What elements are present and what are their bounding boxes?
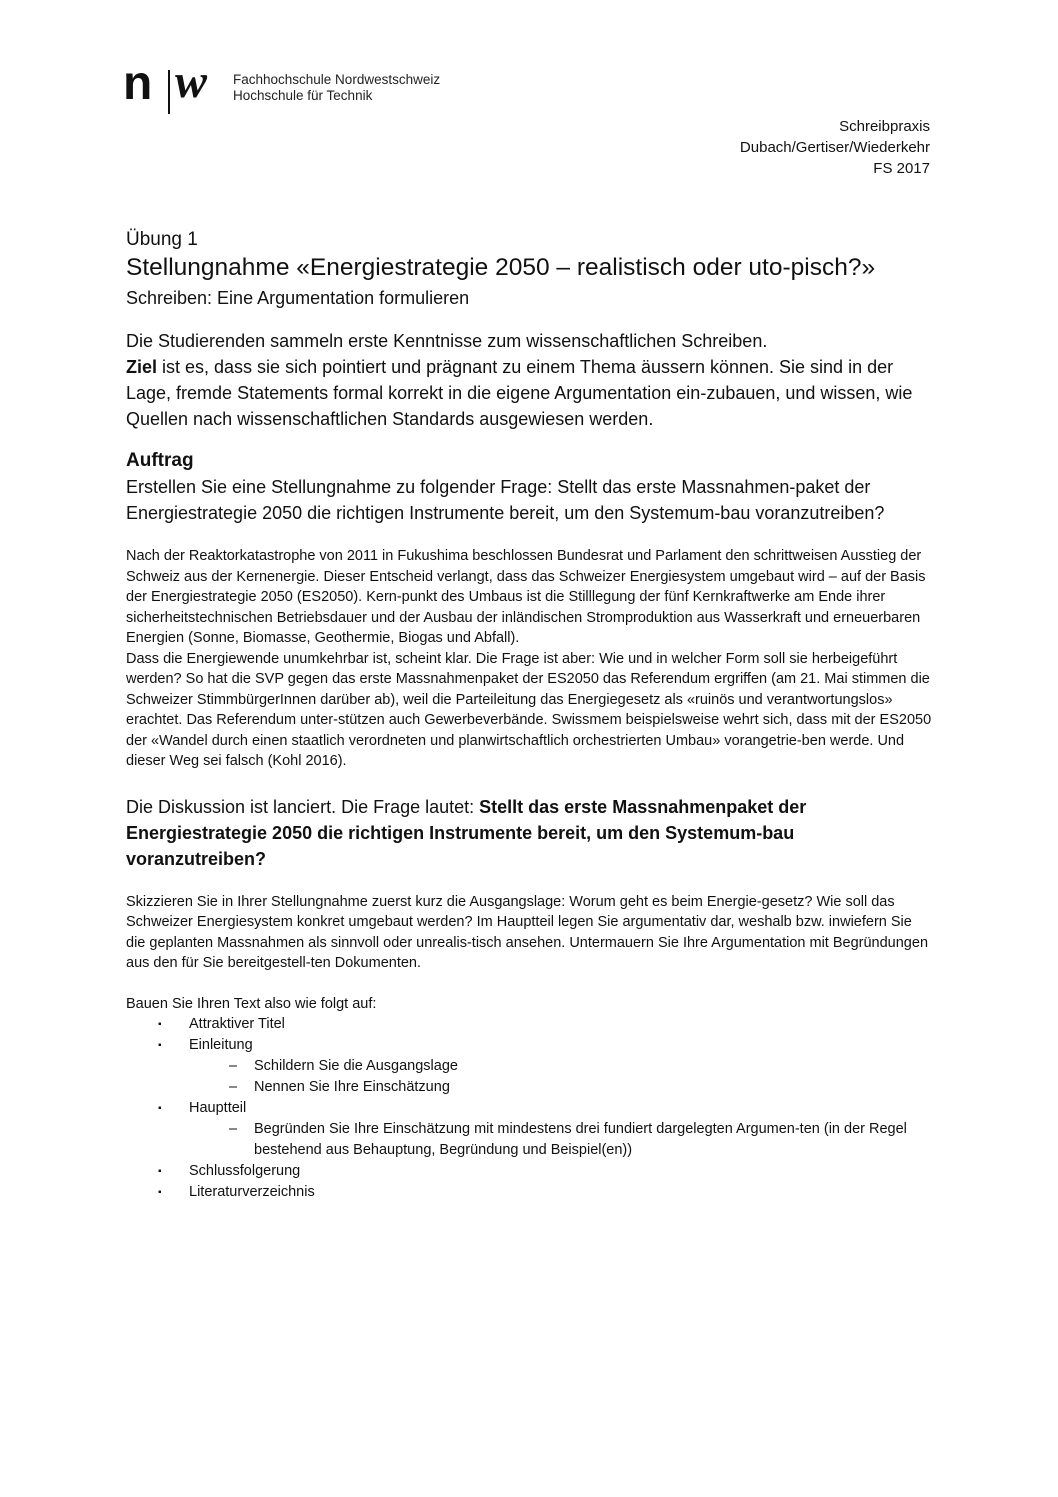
logo-letter-w: w bbox=[175, 55, 208, 108]
sub-list-item bbox=[189, 1077, 932, 1098]
list-item bbox=[126, 1161, 932, 1182]
square-bullet-icon: ▪ bbox=[158, 1103, 162, 1114]
structure-list bbox=[126, 1014, 932, 1203]
list-item bbox=[126, 1035, 932, 1098]
sub-list-item bbox=[189, 1119, 932, 1161]
square-bullet-icon: ▪ bbox=[158, 1187, 162, 1198]
list-item bbox=[126, 1014, 932, 1035]
discussion-lead: Die Diskussion ist lanciert. Die Frage lautet: bbox=[126, 796, 480, 817]
list-item bbox=[126, 1098, 932, 1161]
course-info bbox=[740, 116, 930, 179]
discussion-question bbox=[126, 794, 932, 872]
list-item-label: Attraktiver Titel bbox=[189, 1016, 285, 1032]
list-item-label: Einleitung bbox=[189, 1037, 253, 1053]
institution-name bbox=[233, 72, 440, 104]
logo-divider bbox=[168, 70, 170, 114]
course-authors: Dubach/Gertiser/Wiederkehr bbox=[739, 139, 930, 156]
square-bullet-icon: ▪ bbox=[158, 1040, 162, 1051]
context-paragraph-1: Nach der Reaktorkatastrophe von 2011 in Fukushima beschlossen Bundesrat und Parlament den schrittweisen Ausstieg der Schweiz aus der Kernenergie. Dieser Entscheid verlangt, dass das Schweizer Energiesystem umgebaut wird – auf der Basis der Energiestrategie 2050 (ES2050). Kern-punkt des Umbaus ist die Stilllegung der fünf Kernkraftwerke am Ende ihrer sicherheitstechnischen Betriebsdauer und der Ausbau der inländischen Stromproduktion aus Wasserkraft und erneuerbaren Energien (Sonne, Biomasse, Geothermie, Biogas und Abfall). bbox=[126, 548, 926, 646]
dash-bullet-icon: – bbox=[229, 1058, 238, 1074]
exercise-subtitle: Schreiben: Eine Argumentation formulieren bbox=[126, 288, 470, 308]
dash-bullet-icon: – bbox=[229, 1121, 238, 1137]
goal-keyword: Ziel bbox=[126, 357, 158, 377]
sub-list bbox=[189, 1119, 932, 1161]
list-item bbox=[126, 1182, 932, 1203]
square-bullet-icon: ▪ bbox=[158, 1166, 162, 1177]
sub-list bbox=[189, 1056, 932, 1098]
institution-line-1: Fachhochschule Nordwestschweiz bbox=[233, 72, 441, 87]
main-content bbox=[126, 228, 932, 1203]
context-paragraph-2: Dass die Energiewende unumkehrbar ist, scheint klar. Die Frage ist aber: Wie und in welcher Form soll sie herbeigeführt werden? So hat die SVP gegen das erste Massnahmenpaket der ES2050 das Referendum ergriffen (am 21. Mai stimmen die Schweizer StimmbürgerInnen darüber ab), weil die Parteileitung das Energiegesetz als «ruinös und verantwortungslos» erachtet. Das Referendum unter-stützen auch Gewerbeverbände. Swissmem beispielsweise wehrt sich, dass mit der ES2050 der «Wandel durch einen staatlich verordneten und planwirtschaftlich orchestrierten Umbau» vorangetrie-ben werde. Und dieser Weg sei falsch (Kohl 2016). bbox=[126, 650, 932, 769]
goal-intro: Die Studierenden sammeln erste Kenntnisse zum wissenschaftlichen Schreiben. bbox=[126, 331, 768, 351]
exercise-title: Stellungnahme «Energiestrategie 2050 – realistisch oder uto-pisch?» bbox=[126, 254, 876, 281]
goal-text: ist es, dass sie sich pointiert und prägnant zu einem Thema äussern können. Sie sind in der Lage, fremde Statements formal korrekt in die eigene Argumentation ein-zubauen, und wissen, wie Quellen nach wissenschaftlichen Standards ausgewiesen werden. bbox=[126, 357, 913, 429]
exercise-label: Übung 1 bbox=[126, 229, 198, 250]
square-bullet-icon: ▪ bbox=[158, 1019, 162, 1030]
discussion-bold-question: Stellt das erste Massnahmenpaket der Energiestrategie 2050 die richtigen Instrumente bereit, um den Systemum-bau voranzutreiben? bbox=[126, 796, 807, 869]
course-term: FS 2017 bbox=[873, 160, 930, 177]
list-item-label: Literaturverzeichnis bbox=[189, 1184, 315, 1200]
structure-intro: Bauen Sie Ihren Text also wie folgt auf: bbox=[126, 995, 377, 1012]
instructions-paragraph: Skizzieren Sie in Ihrer Stellungnahme zuerst kurz die Ausgangslage: Worum geht es beim Energie-gesetz? Wie soll das Schweizer Energiesystem konkret umgebaut werden? Im Hauptteil legen Sie argumentativ dar, weshalb bzw. inwiefern Sie die geplanten Massnahmen als sinnvoll oder unrealis-tisch ansehen. Untermauern Sie Ihre Argumentation mit Begründungen aus den für Sie bereitgestell-ten Dokumenten. bbox=[126, 893, 929, 971]
assignment-heading: Auftrag bbox=[126, 450, 194, 471]
learning-goal bbox=[126, 328, 932, 432]
list-item-label: Schlussfolgerung bbox=[189, 1163, 301, 1179]
sub-list-item bbox=[189, 1056, 932, 1077]
sub-list-item-label: Begründen Sie Ihre Einschätzung mit mindestens drei fundiert dargelegten Argumen-ten (in der Regel bestehend aus Behauptung, Begründung und Beispiel(en)) bbox=[254, 1121, 907, 1158]
logo-letter-n: n bbox=[123, 57, 153, 110]
assignment-text: Erstellen Sie eine Stellungnahme zu folgender Frage: Stellt das erste Massnahmen-paket der Energiestrategie 2050 die richtigen Instrumente bereit, um den Systemum-bau voranzutreiben? bbox=[126, 477, 885, 523]
dash-bullet-icon: – bbox=[229, 1079, 238, 1095]
sub-list-item-label: Nennen Sie Ihre Einschätzung bbox=[254, 1079, 450, 1095]
list-item-label: Hauptteil bbox=[189, 1100, 247, 1116]
sub-list-item-label: Schildern Sie die Ausgangslage bbox=[254, 1058, 458, 1074]
course-name: Schreibpraxis bbox=[839, 118, 930, 135]
institution-line-2: Hochschule für Technik bbox=[233, 88, 373, 103]
